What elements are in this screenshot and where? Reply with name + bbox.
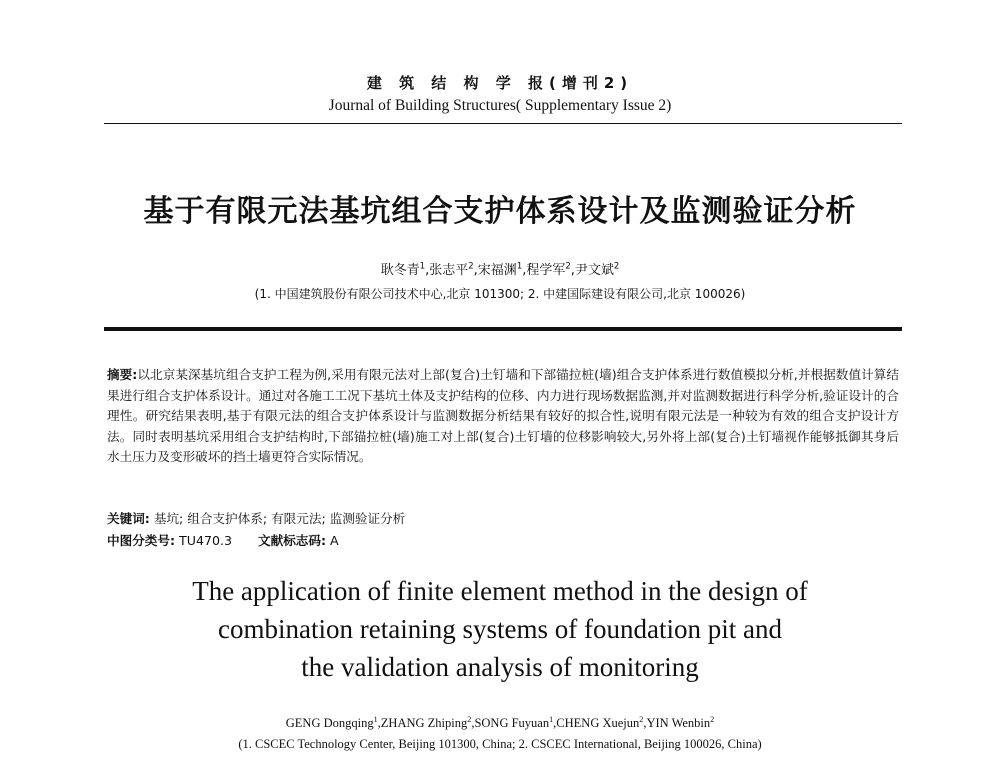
- paper-title-en: [0, 572, 1000, 686]
- author-cn: 宋福渊: [477, 263, 517, 278]
- abstract-text: 以北京某深基坑组合支护工程为例,采用有限元法对上部(复合)土钉墙和下部锚拉桩(墙)组合支护体系进行数值模拟分析,并根据数值计算结果进行组合支护体系设计。通过对各施工工况下基坑土体及支护结构的位移、内力进行现场数据监测,并对监测数据进行科学分析,验证设计的合理性。研究结果表明,基于有限元法的组合支护体系设计与监测数据分析结果有较好的拟合性,说明有限元法是一种较为有效的组合支护设计方法。同时表明基坑采用组合支护结构时,下部锚拉桩(墙)施工对上部(复合)土钉墙的位移影响较大,另外将上部(复合)土钉墙视作能够抵御其身后水土压力及变形破坏的挡土墙更符合实际情况。: [107, 367, 899, 465]
- author-affil-mark: 1: [549, 714, 554, 724]
- author-affil-mark: 2: [467, 714, 472, 724]
- author-affil-mark: 2: [565, 260, 571, 271]
- keywords-text: 基坑; 组合支护体系; 有限元法; 监测验证分析: [153, 511, 406, 526]
- journal-title-en: Journal of Building Structures( Supplementary Issue 2): [328, 97, 672, 114]
- clc-value: TU470.3: [179, 533, 232, 548]
- affiliation-en: (1. CSCEC Technology Center, Beijing 101300, China; 2. CSCEC International, Beijing 100026, China): [238, 737, 762, 751]
- abstract-label: 摘要:: [107, 367, 138, 382]
- author-cn: 尹文斌: [574, 263, 614, 278]
- author-en: GENG Dongqing: [285, 716, 374, 730]
- author-cn: 耿冬青: [380, 263, 420, 278]
- author-en: SONG Fuyuan: [474, 716, 550, 730]
- affiliation-cn: (1. 中国建筑股份有限公司技术中心,北京 101300; 2. 中建国际建设有限公司,北京 100026): [254, 287, 746, 301]
- clc-label: 中图分类号:: [107, 533, 176, 548]
- title-en-line: combination retaining systems of foundation pit and: [218, 614, 782, 644]
- author-affil-mark: 1: [419, 260, 426, 271]
- author-list-en: GENG Dongqing$^1$,ZHANG Zhiping$^2$,SONG Fuyuan$^1$,CHENG Xuejun$^2$,YIN Wenbin$^2$: [285, 714, 715, 730]
- classification: [107, 530, 899, 549]
- doc-code-label: 文献标志码:: [258, 533, 327, 548]
- author-en: YIN Wenbin: [646, 716, 711, 730]
- title-en-line: The application of finite element method in the design of: [192, 576, 808, 606]
- author-affil-mark: 2: [468, 260, 474, 271]
- author-cn: 程学军: [526, 263, 566, 278]
- section-rule: [104, 327, 902, 331]
- abstract: [107, 365, 899, 468]
- keywords-label: 关键词:: [107, 511, 150, 526]
- title-en-line: the validation analysis of monitoring: [301, 652, 699, 682]
- author-affil-mark: 1: [516, 260, 523, 271]
- doc-code-value: A: [330, 533, 339, 548]
- keywords: [107, 508, 899, 527]
- journal-title-cn: 建 筑 结 构 学 报(增刊2): [366, 74, 634, 92]
- author-en: ZHANG Zhiping: [380, 716, 468, 730]
- author-affil-mark: 2: [613, 260, 620, 271]
- author-cn: 张志平: [429, 263, 469, 278]
- author-en: CHENG Xuejun: [556, 716, 640, 730]
- header-rule: [104, 123, 902, 124]
- author-affil-mark: 2: [710, 714, 715, 724]
- author-affil-mark: 2: [639, 714, 644, 724]
- author-affil-mark: 1: [373, 714, 378, 724]
- author-list-cn: 耿冬青$^1$,张志平$^2$,宋福渊$^1$,程学军$^2$,尹文斌$^2$: [380, 260, 620, 278]
- paper-title-cn: 基于有限元法基坑组合支护体系设计及监测验证分析: [143, 194, 857, 229]
